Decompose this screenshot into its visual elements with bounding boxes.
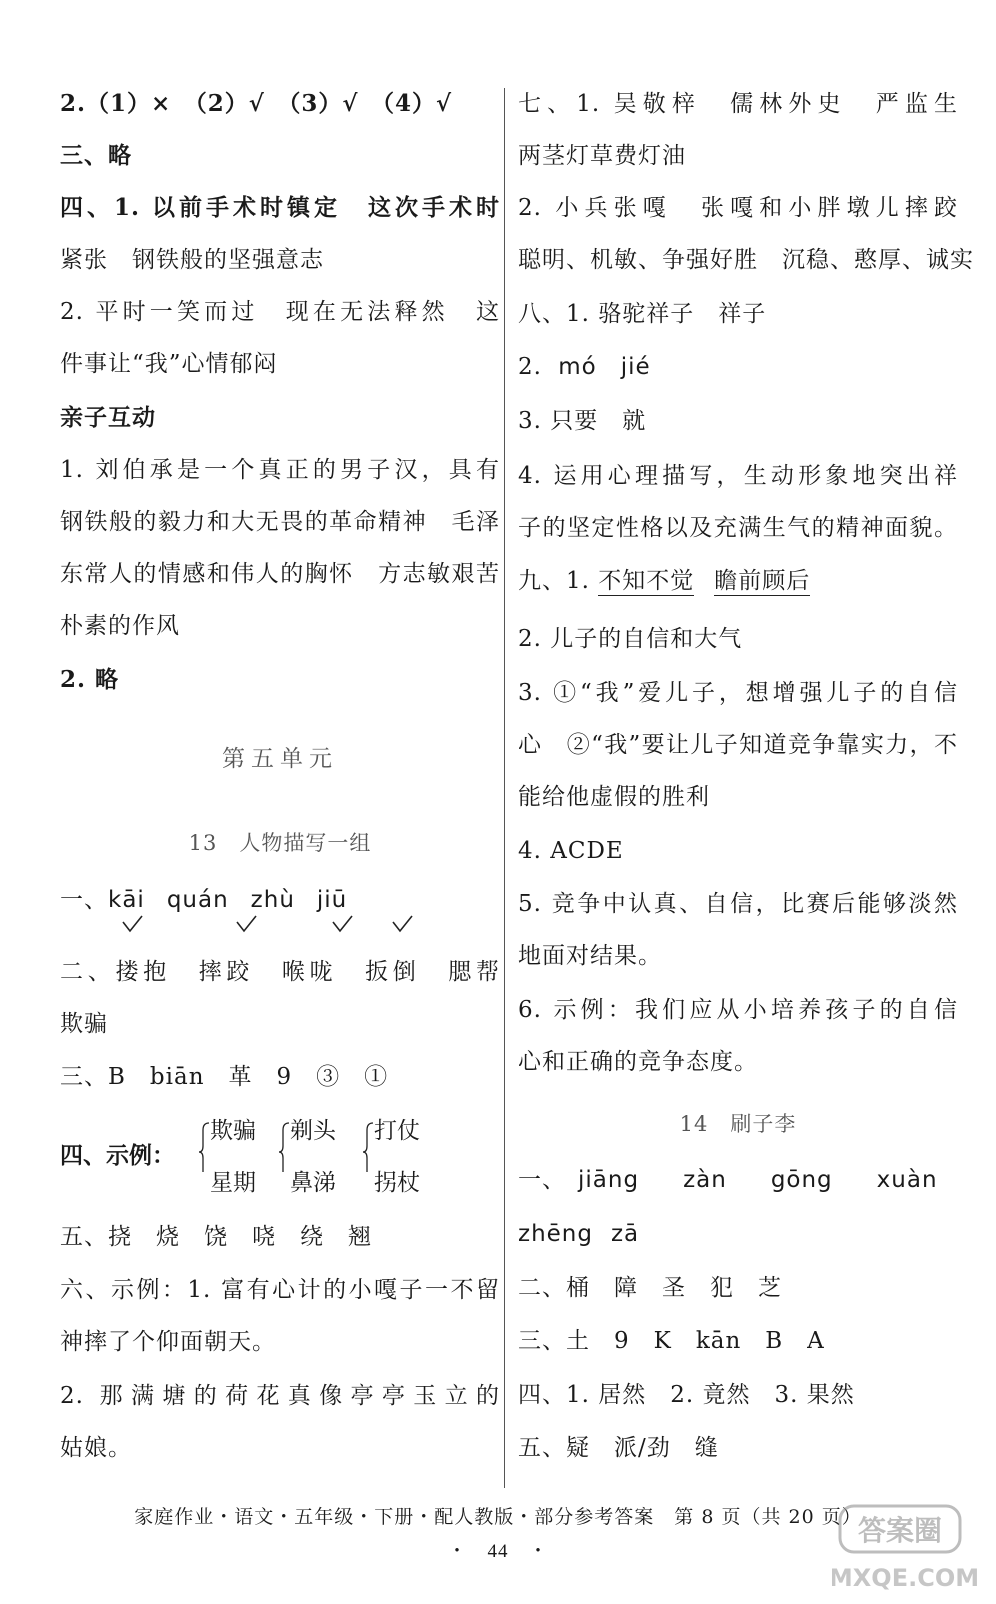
- pinyin: jiū: [316, 887, 348, 913]
- answer-line: 两茎灯草费灯油: [518, 143, 686, 169]
- answer-line: 2. 那满塘的荷花真像亭亭玉立的: [60, 1383, 500, 1409]
- pinyin: zhēng: [518, 1221, 593, 1247]
- answer-line: 3. ①“我”爱儿子，想增强儿子的自信: [518, 680, 958, 706]
- answer-line: 三、略: [60, 142, 132, 169]
- brace-option: 剃头: [290, 1118, 336, 1144]
- answer-line: 欺骗: [60, 1011, 108, 1037]
- answer-line: 1. 刘伯承是一个真正的男子汉，具有: [60, 457, 500, 483]
- answer-line: 七、1. 吴敬梓 儒林外史 严监生: [518, 91, 958, 117]
- pinyin: jiāng: [578, 1167, 640, 1193]
- pinyin: jié: [620, 354, 651, 380]
- answer-line: 4. 运用心理描写，生动形象地突出祥: [518, 463, 958, 489]
- brace-icon: [362, 1122, 374, 1172]
- answer-line: 件事让“我”心情郁闷: [60, 351, 278, 377]
- brace-option: 拐杖: [374, 1170, 420, 1196]
- answer-line: 心 ②“我”要让儿子知道竞争靠实力，不: [518, 732, 958, 758]
- answer-line: 聪明、机敏、争强好胜 沉稳、憨厚、诚实: [518, 247, 974, 273]
- check-marks: [120, 912, 420, 936]
- answer-line: 东常人的情感和伟人的胸怀 方志敏艰苦: [60, 561, 500, 587]
- answer-line: 钢铁般的毅力和大无畏的革命精神 毛泽: [60, 509, 500, 535]
- answer-line: 神摔了个仰面朝天。: [60, 1329, 276, 1355]
- pinyin: xuàn: [876, 1167, 938, 1193]
- answer-line: 4. ACDE: [518, 838, 624, 864]
- answer-line: 三、B biān 革 9 ③ ①: [60, 1064, 389, 1090]
- check-icon: [333, 916, 352, 931]
- answer-line: 2. 略: [60, 666, 120, 693]
- brace-option: 打仗: [374, 1118, 420, 1144]
- item-prefix: 九、1.: [518, 568, 590, 594]
- brace-icon: [198, 1122, 210, 1172]
- page-footer: 家庭作业・语文・五年级・下册・配人教版・部分参考答案 第 8 页（共 20 页）: [134, 1506, 862, 1528]
- pinyin: kāi: [108, 887, 145, 913]
- answer-line: 紧张 钢铁般的坚强意志: [60, 247, 324, 273]
- watermark-top-text: 答案圈: [857, 1514, 943, 1547]
- answer-line: 子的坚定性格以及充满生气的精神面貌。: [518, 515, 958, 541]
- check-icon: [123, 916, 142, 931]
- answer-line: 三、土 9 K kān B A: [518, 1328, 825, 1354]
- answer-line: 姑娘。: [60, 1435, 132, 1461]
- check-icon: [237, 916, 256, 931]
- answer-line: 3. 只要 就: [518, 408, 647, 434]
- answer-line: [518, 1163, 938, 1197]
- page-number: ・ 44 ・: [447, 1541, 549, 1562]
- answer-line: 四、1. 居然 2. 竟然 3. 果然: [518, 1382, 855, 1408]
- item-prefix: 一、: [518, 1167, 566, 1193]
- answer-line: 五、疑 派/劲 缝: [518, 1435, 719, 1461]
- answer-line: 六、示例：1. 富有心计的小嘎子一不留: [60, 1277, 500, 1303]
- answer-line: 5. 竞争中认真、自信，比赛后能够淡然: [518, 891, 958, 917]
- unit-title: 第五单元: [222, 746, 338, 772]
- column-divider: [504, 88, 505, 1488]
- item-prefix: 2.: [518, 354, 542, 380]
- brace-option: 星期: [210, 1170, 256, 1196]
- watermark-bottom-text: MXQE.COM: [832, 1564, 980, 1592]
- answer-line: 八、1. 骆驼祥子 祥子: [518, 301, 767, 327]
- brace-option: 欺骗: [210, 1118, 256, 1144]
- answer-line: 朴素的作风: [60, 613, 180, 639]
- answer-line: 四、1. 以前手术时镇定 这次手术时: [60, 194, 500, 221]
- pinyin: zàn: [683, 1167, 727, 1193]
- answer-line: 能给他虚假的胜利: [518, 784, 710, 810]
- answer-line: 地面对结果。: [518, 943, 662, 969]
- answer-line: 五、挠 烧 饶 哓 绕 翘: [60, 1224, 372, 1250]
- brace-option: 鼻涕: [290, 1170, 336, 1196]
- answer-line: [518, 1217, 639, 1251]
- pinyin: zā: [610, 1221, 640, 1247]
- item-label: 四、示例：: [60, 1142, 175, 1169]
- answer-line: 2. 小兵张嘎 张嘎和小胖墩儿摔跤: [518, 195, 958, 221]
- pinyin: mó: [558, 354, 597, 380]
- answer-line: [518, 564, 810, 598]
- answer-line: 二、桶 障 圣 犯 芝: [518, 1275, 782, 1301]
- underlined-word: 瞻前顾后: [714, 568, 811, 594]
- underlined-word: 不知不觉: [598, 568, 695, 594]
- answer-line: 2. 平时一笑而过 现在无法释然 这: [60, 299, 500, 325]
- pinyin: quán: [166, 887, 229, 913]
- answer-line: 2. 儿子的自信和大气: [518, 626, 743, 652]
- lesson-title: 13 人物描写一组: [188, 831, 372, 855]
- watermark-icon: [832, 1500, 982, 1600]
- brace-icon: [278, 1122, 290, 1172]
- answer-line: 2.（1）× （2）√ （3）√ （4）√: [60, 90, 453, 117]
- pinyin: gōng: [770, 1167, 833, 1193]
- watermark-logo: [832, 1500, 982, 1600]
- lesson-title: 14 刷子李: [679, 1112, 797, 1136]
- item-prefix: 一、: [60, 887, 108, 913]
- pinyin: zhù: [250, 887, 295, 913]
- answer-line: 6. 示例：我们应从小培养孩子的自信: [518, 997, 958, 1023]
- check-icon: [393, 916, 412, 931]
- answer-line: [518, 350, 651, 384]
- answer-line: 二、搂抱 摔跤 喉咙 扳倒 腮帮: [60, 959, 500, 985]
- answer-line: 心和正确的竞争态度。: [518, 1049, 758, 1075]
- brace-answer-group: [60, 1114, 500, 1204]
- section-heading: 亲子互动: [60, 404, 156, 431]
